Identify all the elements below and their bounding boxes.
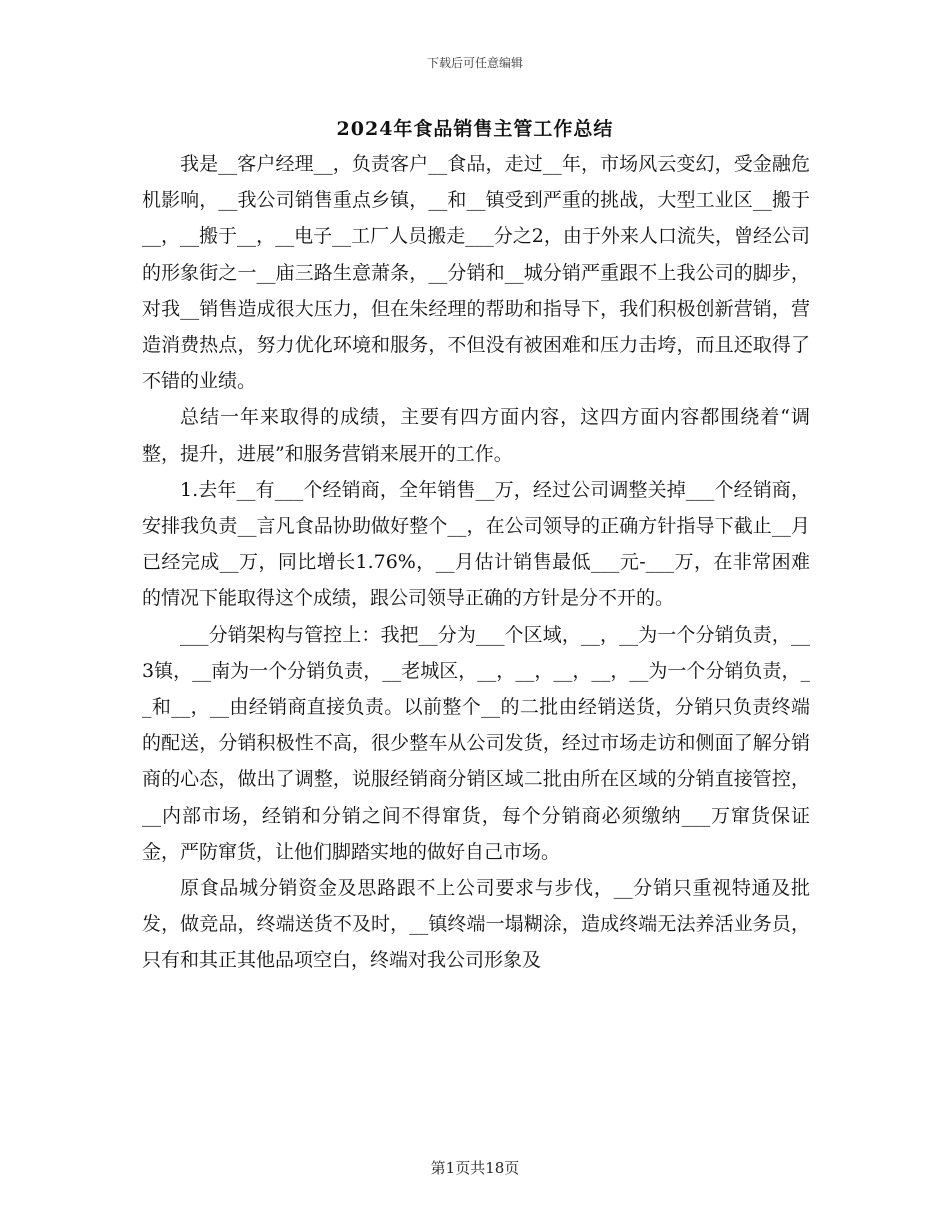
paragraph: 原食品城分销资金及思路跟不上公司要求与步伐，__分销只重视特通及批发，做竞品，终端送货不及时，__镇终端一塌糊涂，造成终端无法养活业务员，只有和其正其他品项空白，终端对我公司形象及 — [142, 877, 810, 972]
paragraph: 总结一年来取得的成绩，主要有四方面内容，这四方面内容都围绕着“调整，提升，进展”和服务营销来展开的工作。 — [142, 406, 810, 465]
page-header-note: 下载后可任意编辑 — [426, 56, 523, 70]
document-body — [142, 146, 810, 979]
document-title: 2024年食品销售主管工作总结 — [336, 118, 614, 140]
paragraph: 1.去年__有___个经销商，全年销售__万，经过公司调整关掉___个经销商，安排我负责__言凡食品协助做好整个__，在公司领导的正确方针指导下截止__月已经完成__万，同比增长1.76%，__月估计销售最低___元-___万，在非常困难的情况下能取得这个成绩，跟公司领导正确的方针是分不开的。 — [142, 478, 810, 610]
paragraph: ___分销架构与管控上：我把__分为___个区域，__，__为一个分销负责，__3镇，__南为一个分销负责，__老城区，__，__，__，__，__为一个分销负责，__和__，__由经销商直接负责。以前整个__的二批由经销送货，分销只负责终端的配送，分销积极性不高，很少整车从公司发货，经过市场走访和侧面了解分销商的心态，做出了调整，说服经销商分销区域二批由所在区域的分销直接管控，__内部市场，经销和分销之间不得窜货，每个分销商必须缴纳___万窜货保证金，严防窜货，让他们脚踏实地的做好自己市场。 — [142, 623, 810, 863]
page-number: 第1页共18页 — [430, 1159, 520, 1177]
paragraph: 我是__客户经理__，负责客户__食品，走过__年，市场风云变幻，受金融危机影响，__我公司销售重点乡镇，__和__镇受到严重的挑战，大型工业区__搬于__，__搬于__，__电子__工厂人员搬走___分之2，由于外来人口流失，曾经公司的形象街之一__庙三路生意萧条，__分销和__城分销严重跟不上我公司的脚步，对我__销售造成很大压力，但在朱经理的帮助和指导下，我们积极创新营销，营造消费热点，努力优化环境和服务，不但没有被困难和压力击垮，而且还取得了不错的业绩。 — [142, 153, 810, 393]
